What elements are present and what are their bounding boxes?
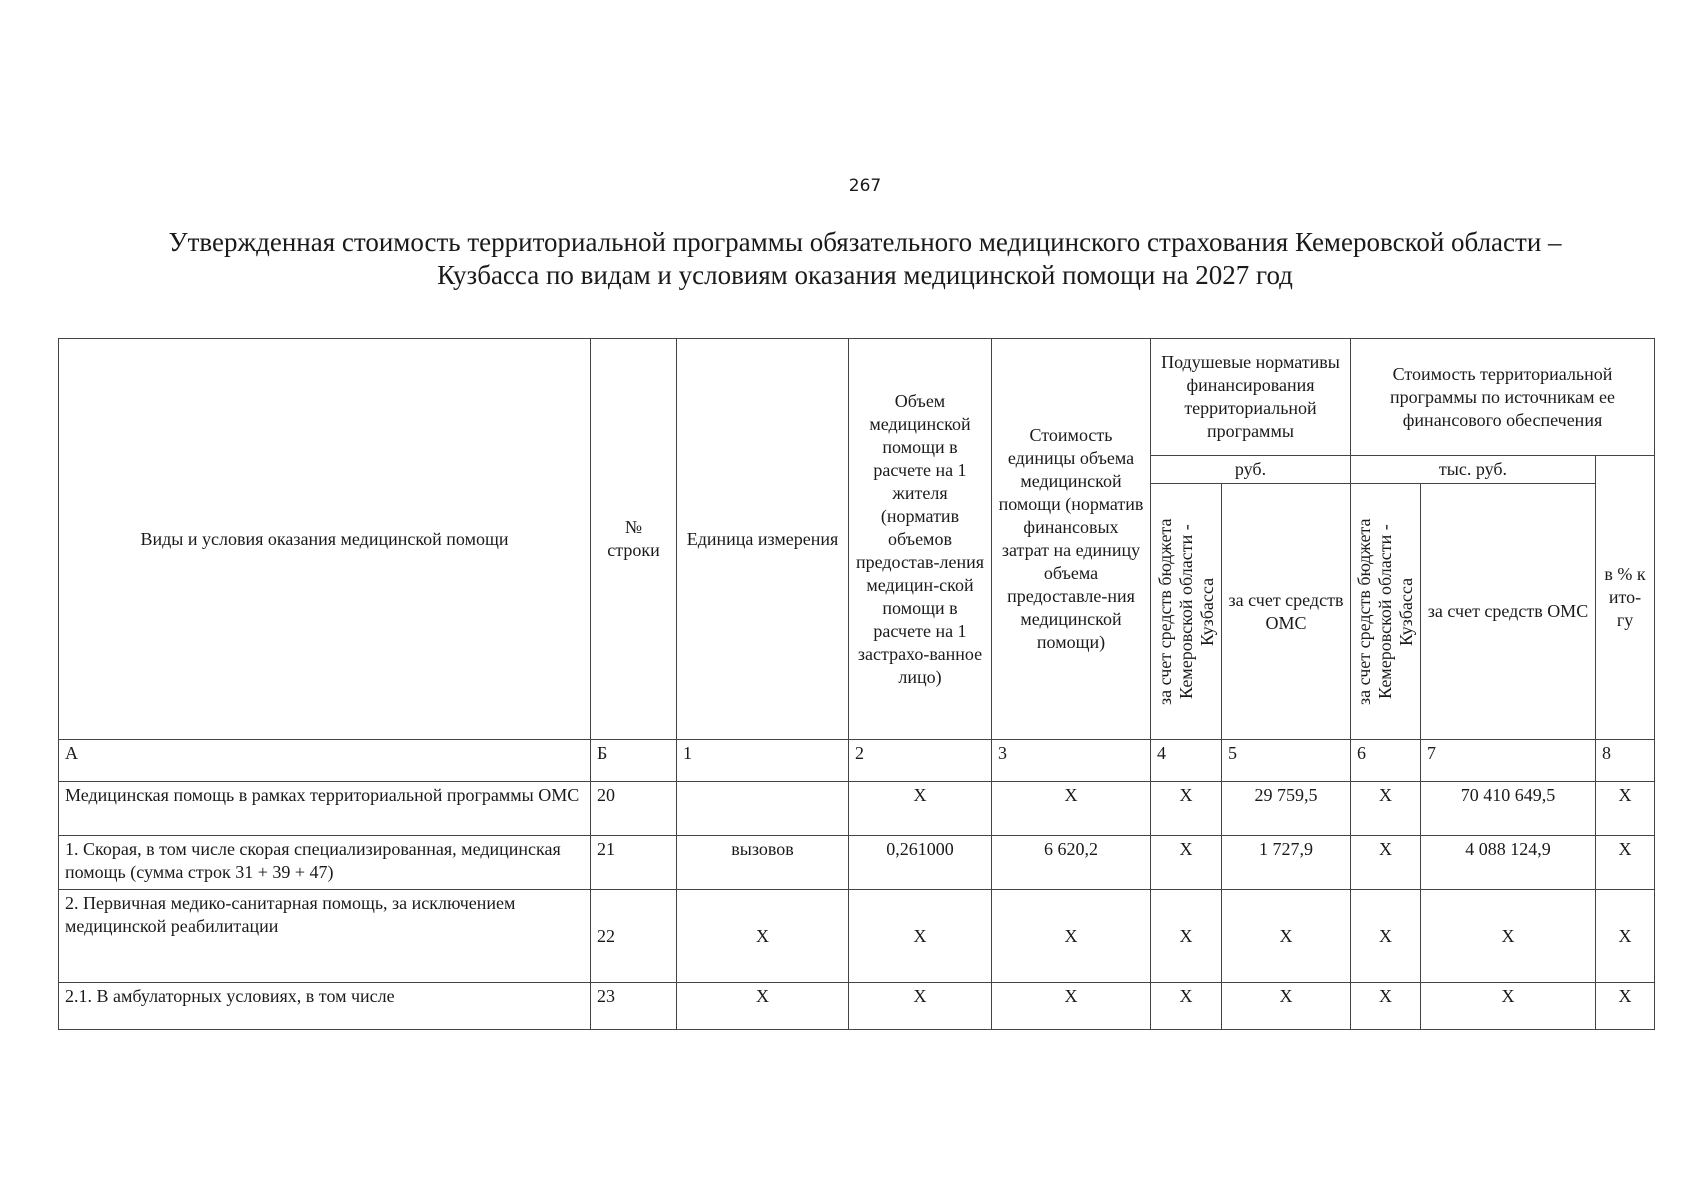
document-title: Утвержденная стоимость территориальной программы обязательного медицинского страхования Кемеровской области – Кузбасса по видам и условиям оказания медицинской помощи на 2027 год	[168, 227, 1562, 290]
row-volume: Х	[849, 983, 992, 1030]
row-pc-budget: Х	[1151, 836, 1222, 890]
row-volume: Х	[849, 782, 992, 836]
row-tc-oms: Х	[1421, 983, 1596, 1030]
row-no: 20	[591, 782, 677, 836]
row-no: 23	[591, 983, 677, 1030]
row-name: 2.1. В амбулаторных условиях, в том числе	[59, 983, 591, 1030]
row-pc-oms: Х	[1222, 983, 1351, 1030]
row-tc-budget: Х	[1351, 890, 1421, 983]
header-tc-budget-text: за счет средств бюджета Кемеровской области - Кузбасса	[1354, 518, 1416, 705]
header-pc-oms: за счет средств ОМС	[1222, 484, 1351, 740]
row-name: 1. Скорая, в том числе скорая специализированная, медицинская помощь (сумма строк 31 + 39 + 47)	[59, 836, 591, 890]
row-tc-oms: 70 410 649,5	[1421, 782, 1596, 836]
row-pc-oms: Х	[1222, 890, 1351, 983]
header-tc-budget	[1351, 484, 1421, 740]
col-index-b: Б	[591, 740, 677, 782]
header-row-1	[59, 339, 1655, 456]
header-total-cost-unit: тыс. руб.	[1351, 456, 1596, 484]
row-name: Медицинская помощь в рамках территориальной программы ОМС	[59, 782, 591, 836]
col-index-4: 4	[1151, 740, 1222, 782]
row-pct: Х	[1596, 890, 1655, 983]
row-pct: Х	[1596, 983, 1655, 1030]
row-name: 2. Первичная медико-санитарная помощь, за исключением медицинской реабилитации	[59, 890, 591, 983]
col-index-5: 5	[1222, 740, 1351, 782]
header-pc-budget	[1151, 484, 1222, 740]
row-tc-budget: Х	[1351, 983, 1421, 1030]
row-volume: 0,261000	[849, 836, 992, 890]
row-unit	[677, 782, 849, 836]
header-cost: Стоимость единицы объема медицинской помощи (норматив финансовых затрат на единицу объема предоставле-ния медицинской помощи)	[992, 339, 1151, 740]
row-cost: Х	[992, 782, 1151, 836]
row-unit: Х	[677, 983, 849, 1030]
header-per-capita-unit: руб.	[1151, 456, 1351, 484]
col-index-7: 7	[1421, 740, 1596, 782]
col-index-a: А	[59, 740, 591, 782]
row-pc-budget: Х	[1151, 890, 1222, 983]
row-tc-oms: Х	[1421, 890, 1596, 983]
header-volume: Объем медицинской помощи в расчете на 1 жителя (норматив объемов предостав-ления медицин-ской помощи в расчете на 1 застрахо-ванное лицо)	[849, 339, 992, 740]
row-no: 21	[591, 836, 677, 890]
table-row	[59, 782, 1655, 836]
col-index-2: 2	[849, 740, 992, 782]
col-index-8: 8	[1596, 740, 1655, 782]
table-row	[59, 983, 1655, 1030]
row-pc-budget: Х	[1151, 983, 1222, 1030]
col-index-3: 3	[992, 740, 1151, 782]
row-cost: Х	[992, 983, 1151, 1030]
row-tc-budget: Х	[1351, 836, 1421, 890]
table-row	[59, 836, 1655, 890]
row-tc-oms: 4 088 124,9	[1421, 836, 1596, 890]
col-index-6: 6	[1351, 740, 1421, 782]
col-index-1: 1	[677, 740, 849, 782]
row-volume: Х	[849, 890, 992, 983]
column-index-row	[59, 740, 1655, 782]
row-unit: Х	[677, 890, 849, 983]
row-unit: вызовов	[677, 836, 849, 890]
header-row-no: № строки	[591, 339, 677, 740]
row-pc-oms: 29 759,5	[1222, 782, 1351, 836]
row-pc-oms: 1 727,9	[1222, 836, 1351, 890]
header-pc-budget-text: за счет средств бюджета Кемеровской области - Кузбасса	[1154, 518, 1217, 705]
header-per-capita: Подушевые нормативы финансирования территориальной программы	[1151, 339, 1351, 456]
header-total-cost: Стоимость территориальной программы по источникам ее финансового обеспечения	[1351, 339, 1655, 456]
header-percent: в % к ито-гу	[1596, 456, 1655, 740]
row-tc-budget: Х	[1351, 782, 1421, 836]
row-no: 22	[591, 890, 677, 983]
table-row	[59, 890, 1655, 983]
row-cost: Х	[992, 890, 1151, 983]
page-number: 267	[848, 176, 882, 196]
row-pct: Х	[1596, 836, 1655, 890]
row-pc-budget: Х	[1151, 782, 1222, 836]
row-cost: 6 620,2	[992, 836, 1151, 890]
header-unit: Единица измерения	[677, 339, 849, 740]
row-pct: Х	[1596, 782, 1655, 836]
header-tc-oms: за счет средств ОМС	[1421, 484, 1596, 740]
header-kind: Виды и условия оказания медицинской помощи	[59, 339, 591, 740]
cost-table	[58, 338, 1655, 1030]
